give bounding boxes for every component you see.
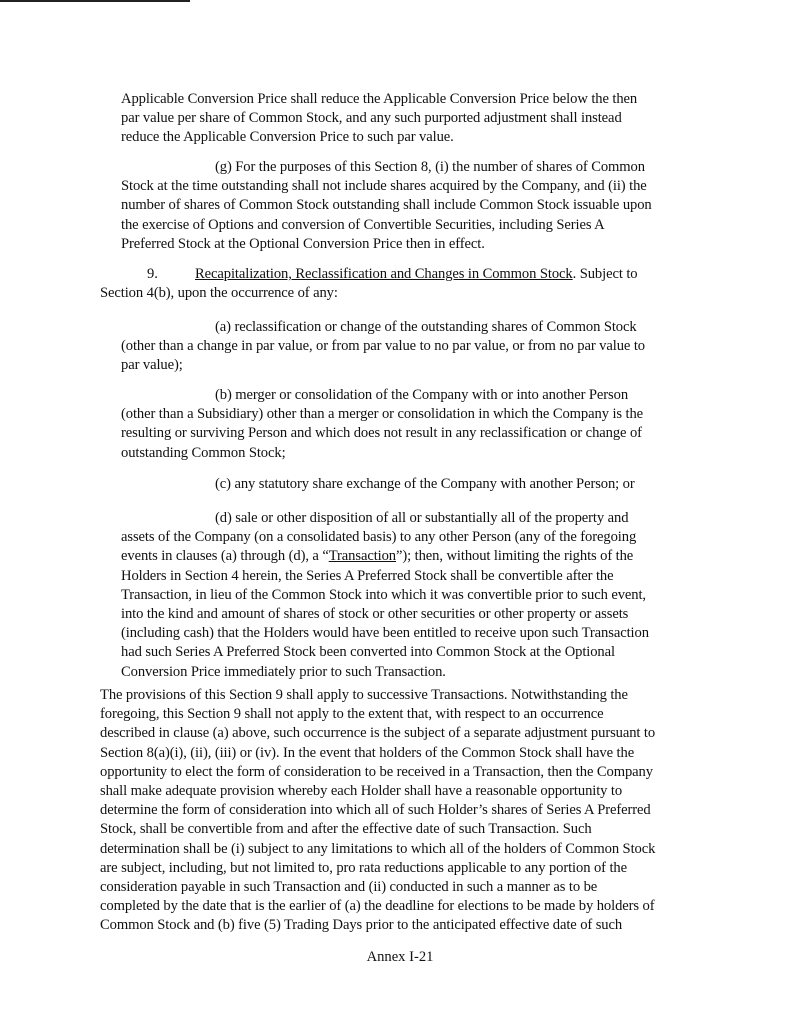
text-line: Preferred Stock at the Optional Conversion Price then in effect. xyxy=(121,235,485,252)
text-line: determine the form of consideration into which all of such Holder’s shares of Series A Preferred xyxy=(100,802,651,819)
section-number: 9. xyxy=(147,266,158,282)
text-line: par value); xyxy=(121,357,183,374)
text-line: (g) For the purposes of this Section 8, (i) the number of shares of Common xyxy=(215,159,645,175)
text-line: Stock at the time outstanding shall not include shares acquired by the Company, and (ii) the xyxy=(121,178,647,195)
text-line: foregoing, this Section 9 shall not apply to the extent that, with respect to an occurrence xyxy=(100,706,604,723)
text-line: Transaction, in lieu of the Common Stock into which it was convertible prior to such event, xyxy=(121,586,646,603)
page-footer: Annex I-21 xyxy=(366,949,434,965)
clause-a xyxy=(121,318,645,376)
text-line: had such Series A Preferred Stock been converted into Common Stock at the Optional xyxy=(121,644,615,661)
section-title: Recapitalization, Reclassification and Changes in Common Stock xyxy=(195,266,573,282)
text-line: described in clause (a) above, such occurrence is the subject of a separate adjustment pursuant to xyxy=(100,725,656,742)
clause-d xyxy=(121,509,649,682)
text-line: opportunity to elect the form of consideration to be received in a Transaction, then the Company xyxy=(100,763,653,780)
text-line: Stock, shall be convertible from and after the effective date of such Transaction. Such xyxy=(100,821,592,838)
text-line: (b) merger or consolidation of the Company with or into another Person xyxy=(215,387,629,403)
text-line: (a) reclassification or change of the outstanding shares of Common Stock xyxy=(215,319,637,335)
text-line: determination shall be (i) subject to any limitations to which all of the holders of Common Stock xyxy=(100,840,656,857)
text-line: par value per share of Common Stock, and any such purported adjustment shall instead xyxy=(121,110,622,127)
paragraph-g xyxy=(121,158,652,254)
text-line: (other than a Subsidiary) other than a merger or consolidation in which the Company is the xyxy=(121,406,644,423)
text-line: (d) sale or other disposition of all or substantially all of the property and xyxy=(215,510,629,526)
text-line: resulting or surviving Person and which does not result in any reclassification or change of xyxy=(121,425,642,442)
text-line: Section 4(b), upon the occurrence of any: xyxy=(100,285,338,302)
text-line: Conversion Price immediately prior to such Transaction. xyxy=(121,663,446,680)
text-line: (including cash) that the Holders would have been entitled to receive upon such Transaction xyxy=(121,625,649,642)
text-line: Section 8(a)(i), (ii), (iii) or (iv). In the event that holders of the Common Stock shall have the xyxy=(100,744,635,761)
text-line: the exercise of Options and conversion of Convertible Securities, including Series A xyxy=(121,216,605,233)
text-line: The provisions of this Section 9 shall apply to successive Transactions. Notwithstanding the xyxy=(100,687,628,703)
text-line: reduce the Applicable Conversion Price to such par value. xyxy=(121,129,454,146)
clause-c xyxy=(215,475,635,494)
section-title-tail: . Subject to xyxy=(572,266,638,282)
text-line xyxy=(121,547,649,566)
text-line: consideration payable in such Transaction and (ii) conducted in such a manner as to be xyxy=(100,879,598,896)
text-line: (other than a change in par value, or from par value to no par value, or from no par value to xyxy=(121,338,645,355)
section-9-heading xyxy=(100,265,638,303)
text-line: shall make adequate provision whereby each Holder shall have a reasonable opportunity to xyxy=(100,783,623,800)
text-line: are subject, including, but not limited to, pro rata reductions applicable to any portion of the xyxy=(100,859,627,876)
text-line: Applicable Conversion Price shall reduce the Applicable Conversion Price below the then xyxy=(121,91,638,107)
text-line: completed by the date that is the earlier of (a) the deadline for elections to be made by holders of xyxy=(100,898,655,915)
text-line: assets of the Company (on a consolidated basis) to any other Person (any of the foregoing xyxy=(121,529,637,546)
text-line: outstanding Common Stock; xyxy=(121,444,286,461)
text-line xyxy=(100,265,638,284)
text-line: Common Stock and (b) five (5) Trading Days prior to the anticipated effective date of such xyxy=(100,917,623,934)
defined-term-transaction: Transaction xyxy=(328,548,397,565)
text-line: (c) any statutory share exchange of the Company with another Person; or xyxy=(215,476,635,492)
paragraph-conversion-price xyxy=(121,90,637,148)
clause-b xyxy=(121,386,643,463)
text-fragment: ”); then, without limiting the rights of the xyxy=(396,548,634,565)
paragraph-successive-transactions xyxy=(100,686,655,936)
text-line: number of shares of Common Stock outstanding shall include Common Stock issuable upon xyxy=(121,197,652,214)
text-line: into the kind and amount of shares of stock or other securities or other property or assets xyxy=(121,606,629,623)
text-line: Holders in Section 4 herein, the Series A Preferred Stock shall be convertible after the xyxy=(121,567,614,584)
text-fragment: events in clauses (a) through (d), a “ xyxy=(121,548,329,565)
